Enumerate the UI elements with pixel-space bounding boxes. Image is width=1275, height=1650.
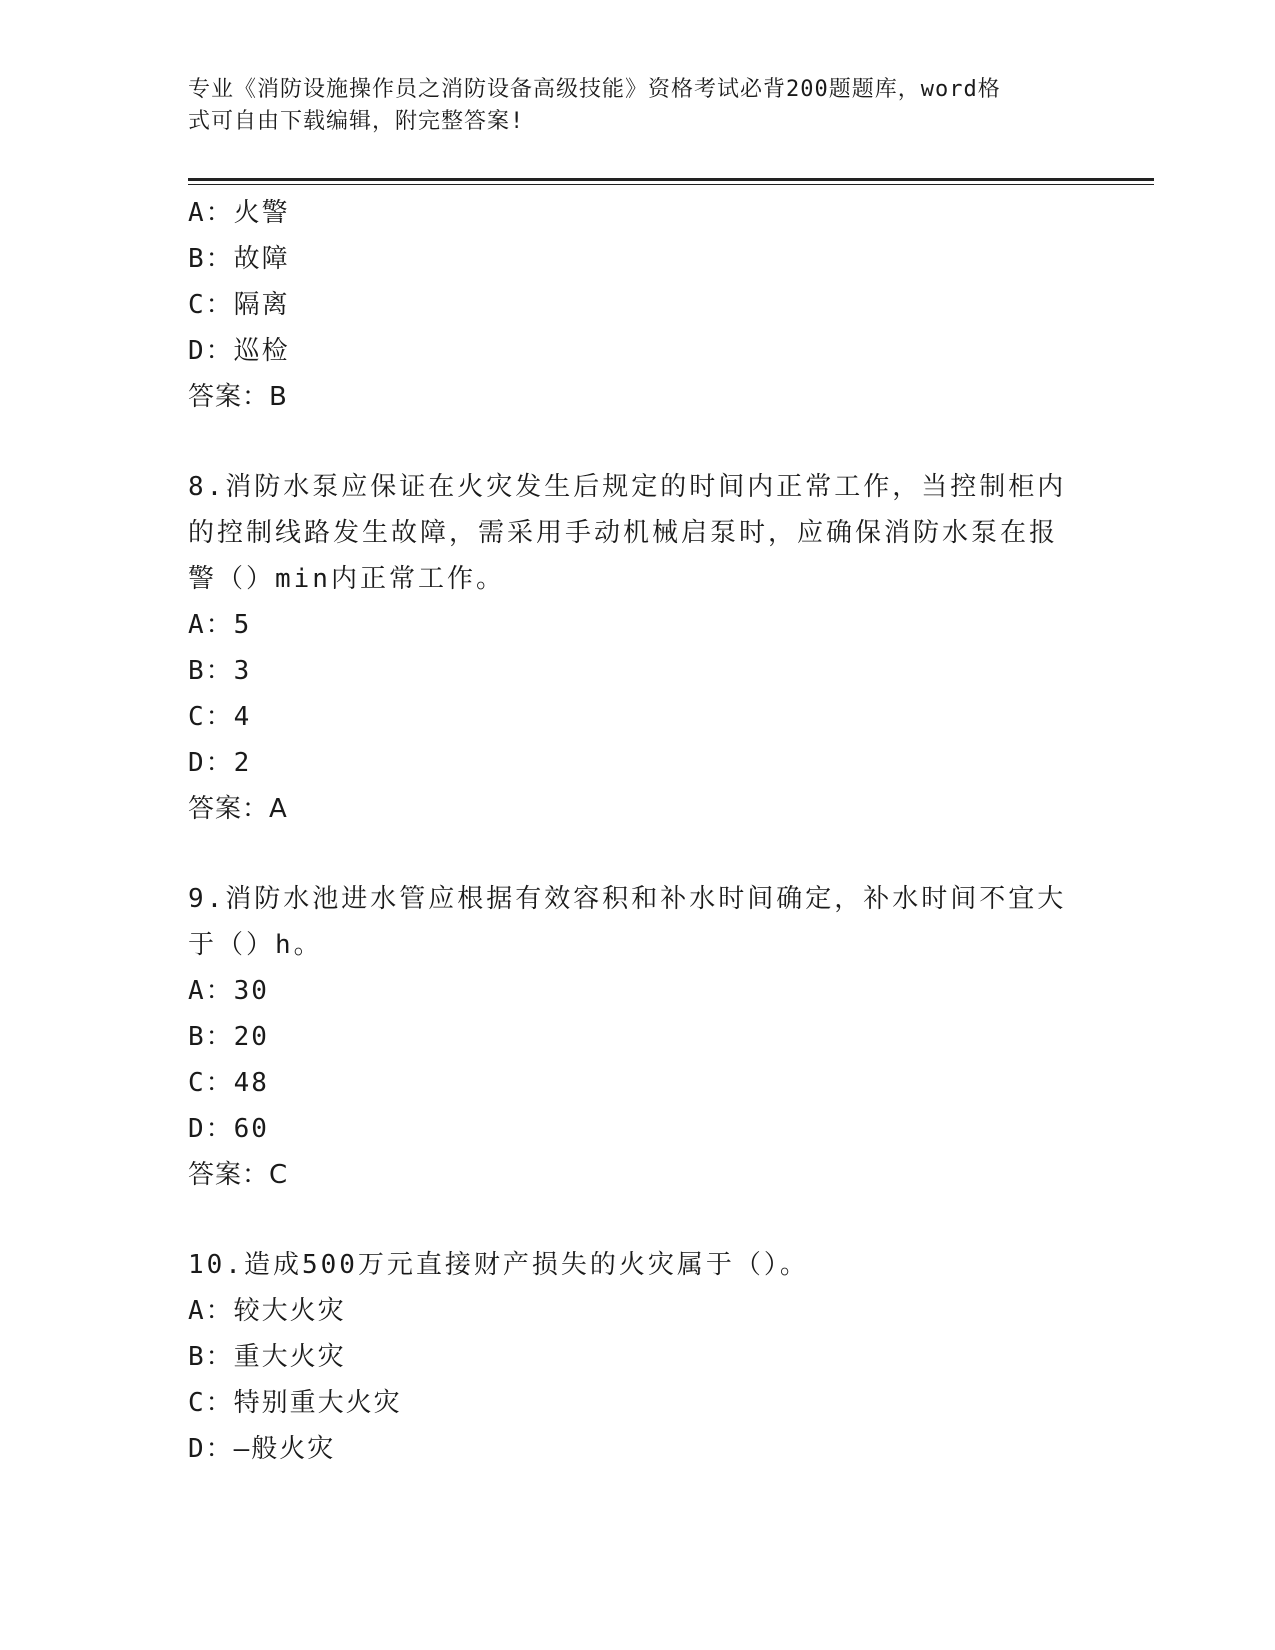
question-7-continued: [188, 190, 1068, 420]
option-d: [188, 1106, 1068, 1152]
option-c: [188, 1060, 1068, 1106]
option-b: [188, 236, 1068, 282]
question-text-line: 8.消防水泵应保证在火灾发生后规定的时间内正常工作，当控制柜内: [188, 472, 1067, 502]
option-b: [188, 1014, 1068, 1060]
option-b: [188, 648, 1068, 694]
option-a: [188, 190, 1068, 236]
spacer: [188, 832, 1068, 876]
answer-line: 答案：C: [188, 1160, 289, 1190]
option-key: D：: [188, 1114, 234, 1144]
option-key: D：: [188, 336, 234, 366]
option-text: 隔离: [233, 290, 290, 320]
option-c: [188, 694, 1068, 740]
option-a: [188, 968, 1068, 1014]
option-key: C：: [188, 1068, 234, 1098]
option-key: A：: [188, 198, 234, 228]
question-text-line: 10.造成500万元直接财产损失的火灾属于（）。: [188, 1250, 809, 1280]
spacer: [188, 420, 1068, 464]
question-text-line: 警（）min内正常工作。: [188, 564, 505, 594]
document-header: [188, 74, 1068, 138]
header-divider-thin: [188, 184, 1154, 185]
option-key: C：: [188, 290, 234, 320]
header-line-1: 专业《消防设施操作员之消防设备高级技能》资格考试必背200题题库，word格: [188, 77, 1001, 102]
option-key: B：: [188, 1342, 234, 1372]
answer-line: 答案：B: [188, 382, 288, 412]
option-text: 48: [233, 1068, 269, 1098]
option-key: B：: [188, 244, 234, 274]
answer-line: 答案：A: [188, 794, 288, 824]
question-9: [188, 876, 1068, 1198]
option-key: D：: [188, 1434, 234, 1464]
option-d: [188, 740, 1068, 786]
option-text: 重大火灾: [233, 1342, 346, 1372]
option-text: —般火灾: [233, 1434, 336, 1464]
header-divider-thick: [188, 178, 1154, 181]
question-8: [188, 464, 1068, 832]
option-text: 火警: [233, 198, 290, 228]
question-text-line: 的控制线路发生故障，需采用手动机械启泵时，应确保消防水泵在报: [188, 518, 1059, 548]
option-text: 巡检: [233, 336, 290, 366]
option-text: 故障: [233, 244, 290, 274]
question-list: [188, 190, 1068, 1472]
option-c: [188, 282, 1068, 328]
option-text: 30: [233, 976, 269, 1006]
question-10: [188, 1242, 1068, 1472]
option-text: 3: [233, 656, 252, 686]
option-key: C：: [188, 1388, 234, 1418]
option-a: [188, 602, 1068, 648]
option-c: [188, 1380, 1068, 1426]
option-a: [188, 1288, 1068, 1334]
option-b: [188, 1334, 1068, 1380]
option-text: 4: [233, 702, 252, 732]
option-key: B：: [188, 1022, 234, 1052]
option-d: [188, 328, 1068, 374]
option-key: D：: [188, 748, 234, 778]
option-text: 较大火灾: [233, 1296, 346, 1326]
question-text-line: 9.消防水池进水管应根据有效容积和补水时间确定，补水时间不宜大: [188, 884, 1067, 914]
option-text: 特别重大火灾: [233, 1388, 402, 1418]
option-text: 60: [233, 1114, 269, 1144]
header-line-2: 式可自由下载编辑，附完整答案!: [188, 109, 525, 134]
spacer: [188, 1198, 1068, 1242]
question-text-line: 于（）h。: [188, 930, 323, 960]
option-key: A：: [188, 976, 234, 1006]
option-text: 5: [233, 610, 252, 640]
option-key: B：: [188, 656, 234, 686]
option-d: [188, 1426, 1068, 1472]
option-text: 20: [233, 1022, 269, 1052]
option-key: A：: [188, 610, 234, 640]
option-key: A：: [188, 1296, 234, 1326]
option-key: C：: [188, 702, 234, 732]
option-text: 2: [233, 748, 252, 778]
